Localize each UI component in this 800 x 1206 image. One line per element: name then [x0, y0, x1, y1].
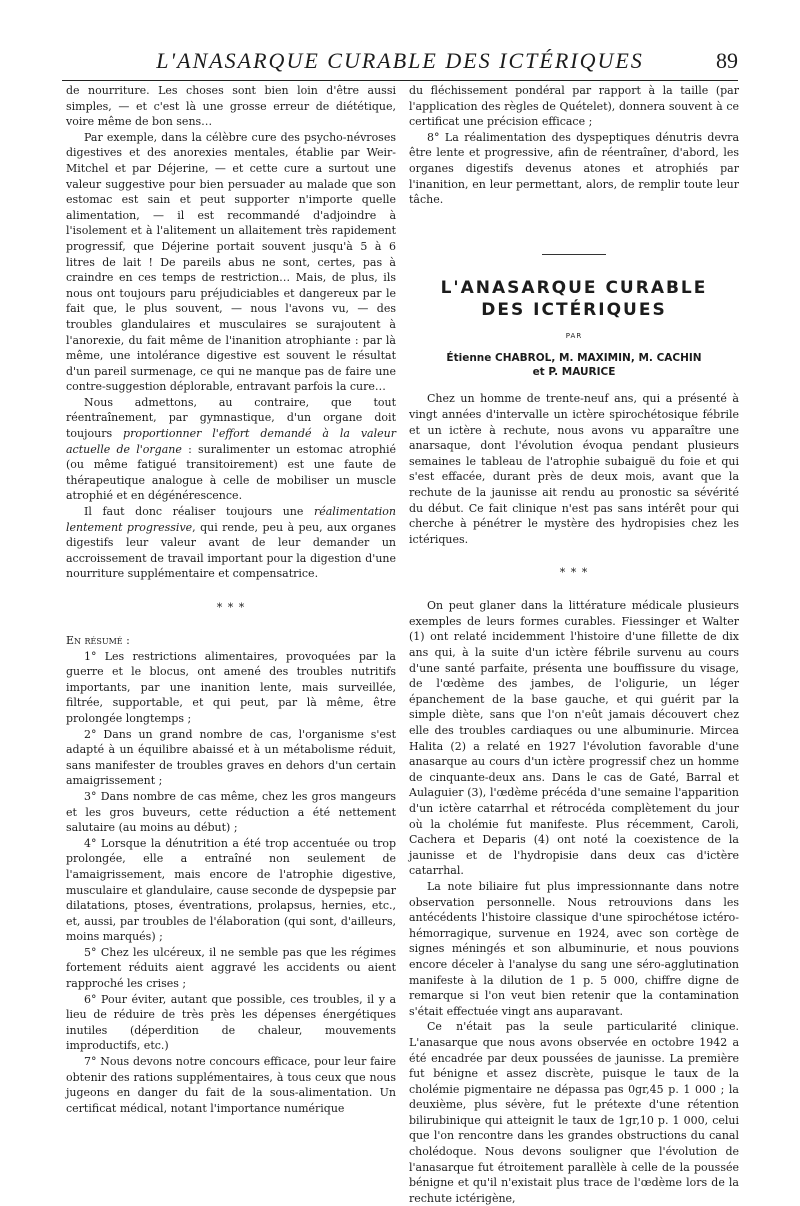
paragraph: du fléchissement pondéral par rapport à la taille (par l'application des règles de Quételet), donnera souvent à ce certificat une précision efficace ; — [409, 84, 739, 129]
section-asterism: * * * — [216, 601, 246, 614]
article-title-line: DES ICTÉRIQUES — [481, 299, 667, 320]
emphasis: réalimentation lentement progressive — [66, 505, 396, 534]
list-item: 6° Pour éviter, autant que possible, ces troubles, il y a lieu de réduire de très près les dépenses énergétiques inutiles (déperdition de chaleur, mouvements improductifs, etc.) — [66, 992, 396, 1053]
list-item: 7° Nous devons notre concours efficace, pour leur faire obtenir des rations supplémentaires, à tous ceux que nous jugeons en danger du fait de la sous-alimentation. Un certificat médical, notant l'importance numérique — [66, 1055, 396, 1115]
byline-par: PAR — [565, 331, 583, 340]
summary-colon: : — [122, 634, 130, 647]
section-rule — [542, 254, 606, 255]
paragraph: Par exemple, dans la célèbre cure des psycho-névroses digestives et des anorexies mentales, établie par Weir-Mitchel et par Déjerine, — et cette cure a surtout une valeur suggestive pour bien persuader au malade que son estomac est sain et peut supporter n'importe quelle alimentation, — il est recommandé d'adjoindre à l'isolement et à l'alitement un allaitement très rapidement progressif, que Déjerine portait souvent jusqu'à 5 à 6 litres de lait ! De pareils abus ne sont, certes, pas à craindre en ces temps de restriction… Mais, de plus, ils nous ont toujours paru préjudiciables et dangereux par le fait que, le plus souvent, — nous l'avons vu, — des troubles glandulaires et musculaires se surajoutent à l'anorexie, du fait même de l'inanition atrophiante : par là même, une intolérance digestive est souvent le résultat d'un pareil surmenage, ce qui ne manque pas de faire une contre-suggestion déplorable, entravant parfois la cure… — [66, 130, 396, 394]
list-item: 5° Chez les ulcéreux, il ne semble pas que les régimes fortement réduits aient aggravé les accidents ou aient rapproché les crises ; — [66, 945, 396, 991]
paragraph: de nourriture. Les choses sont bien loin d'être aussi simples, — et c'est là une grosse erreur de diététique, voire même de bon sens… — [66, 84, 396, 129]
right-column — [409, 83, 739, 1206]
authors-line: Étienne CHABROL, M. MAXIMIN, M. CACHIN — [446, 352, 702, 365]
left-column — [66, 83, 396, 1116]
list-item: 1° Les restrictions alimentaires, provoquées par la guerre et le blocus, ont amené des troubles nutritifs importants, par une inanition lente, mais surveillée, filtrée, supportable, et qui peut, par là même, être prolongée longtemps ; — [66, 649, 396, 725]
text-run: : suralimenter un estomac atrophié (ou même fatigué transitoirement) est une faute de thérapeutique analogue à celle de mobiliser un muscle atrophié et en dégénérescence. — [66, 442, 396, 503]
article-title-line: L'ANASARQUE CURABLE — [440, 277, 708, 298]
paragraph — [66, 504, 396, 582]
paragraph: On peut glaner dans la littérature médicale plusieurs exemples de leurs formes curables. Fiessinger et Walter (1) ont relaté incidemment l'histoire d'une fillette de dix ans qui, à la suite d'un ictère fébrile survenu au cours d'une santé parfaite, présenta une bouffissure du visage, de l'œdème des jambes, de l'oligurie, un léger épanchement de la base gauche, et qui guérit par la simple diète, sans que l'on n'eût jamais découvert chez elle des troubles cardiaques ou une albuminurie. Mircea Halita (2) a relaté en 1927 l'évolution favorable d'une anasarque au cours d'un ictère progressif chez un homme de cinquante-deux ans. Dans le cas de Gaté, Barral et Aulaguier (3), l'œdème précéda d'une semaine l'apparition d'un ictère catarrhal et rétrocéda complètement du jour où la cholémie fut manifeste. Plus récemment, Caroli, Cachera et Deparis (4) ont noté la coexistence de la jaunisse et de l'hydropisie dans deux cas d'ictère catarrhal. — [409, 599, 739, 878]
list-item: 3° Dans nombre de cas même, chez les gros mangeurs et les gros buveurs, cette réduction a été nettement salutaire (au moins au début) ; — [66, 789, 396, 835]
summary-label: En résumé — [66, 634, 123, 647]
paragraph — [66, 395, 396, 504]
text-run: , qui rende, peu à peu, aux organes digestifs leur valeur avant de leur demander un accroissement de travail important pour la digestion d'une nourriture supplémentaire et compensatrice. — [66, 520, 396, 581]
authors — [409, 351, 739, 379]
running-title: L'ANASARQUE CURABLE DES ICTÉRIQUES — [156, 48, 644, 73]
authors-line: et P. MAURICE — [532, 366, 616, 379]
article-title — [409, 277, 739, 321]
text-run: Nous admettons, au contraire, que tout réentraînement, par gymnastique, d'un organe doit toujours — [66, 395, 396, 441]
paragraph: La note biliaire fut plus impressionnante dans notre observation personnelle. Nous retrouvions dans les antécédents l'histoire classique d'une spirochétose ictéro-hémorragique, survenue en 1924, avec son cortège de signes méningés et son albuminurie, et nous pouvions encore déceler à l'analyse du sang une séro-agglutination manifeste à la dilution de 1 p. 5 000, chiffre digne de remarque si l'on veut bien retenir que la contamination s'était effectuée vingt ans auparavant. — [409, 879, 739, 1018]
running-header — [62, 46, 738, 81]
page-number: 89 — [716, 48, 738, 73]
emphasis: proportionner l'effort demandé à la valeur actuelle de l'organe — [66, 427, 396, 456]
list-item: 8° La réalimentation des dyspeptiques dénutris devra être lente et progressive, afin de réentraîner, d'abord, les organes digestifs devenus atones et atrophiés par l'inanition, en leur permettant, alors, de remplir toute leur tâche. — [409, 130, 739, 207]
text-run: Il faut donc réaliser toujours une — [84, 505, 314, 519]
paragraph: Chez un homme de trente-neuf ans, qui a présenté à vingt années d'intervalle un ictère spirochétosique fébrile et un ictère à rechute, nous avons vu apparaître une anarsaque, dont l'évolution évoqua pendant plusieurs semaines le tableau de l'atrophie subaiguë du foie et qui s'est effacée, durant près de deux mois, avant que la rechute de la jaunisse ait rendu au pronostic sa sévérité du début. Ce fait clinique n'est pas sans intérêt pour qui cherche à pénétrer le mystère des hydropisies chez les ictériques. — [409, 392, 739, 546]
paragraph: Ce n'était pas la seule particularité clinique. L'anasarque que nous avons observée en octobre 1942 a été encadrée par deux poussées de jaunisse. La première fut bénigne et assez discrète, puisque le taux de la cholémie pigmentaire ne dépassa pas 0gr,45 p. 1 000 ; la deuxième, plus sévère, fut le prétexte d'une rétention bilirubinique qui atteignit le taux de 1gr,10 p. 1 000, celui que l'on rencontre dans les grandes obstructions du canal cholédoque. Nous devons souligner que l'évolution de l'anasarque fut étroitement parallèle à celle de la poussée bénigne et qu'il n'existait plus trace de l'œdème lors de la rechute ictérigène, — [409, 1020, 739, 1205]
list-item: 2° Dans un grand nombre de cas, l'organisme s'est adapté à un équilibre abaissé et à un métabolisme réduit, sans manifester de troubles graves en dehors d'un certain amaigrissement ; — [66, 727, 396, 788]
list-item: 4° Lorsque la dénutrition a été trop accentuée ou trop prolongée, elle a entraîné non seulement de l'amaigrissement, mais encore de l'atrophie digestive, musculaire et glandulaire, cause seconde de dyspepsie par dilatations, ptoses, éventrations, prolapsus, hernies, etc., et, aussi, par troubles de l'élaboration (qui sont, d'ailleurs, moins marqués) ; — [66, 836, 396, 944]
summary-heading — [66, 633, 396, 649]
section-asterism: * * * — [559, 566, 589, 580]
